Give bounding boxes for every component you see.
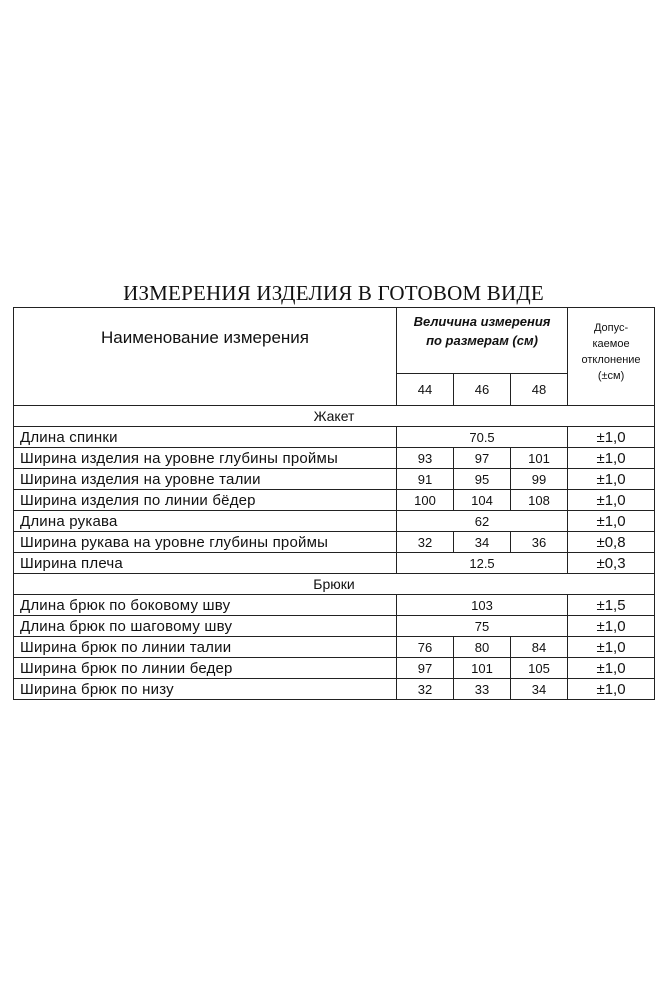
table-row [14,427,655,448]
tolerance-value: ±1,0 [568,616,655,637]
measurement-name: Длина брюк по боковому шву [14,595,397,616]
tolerance-value: ±1,0 [568,511,655,532]
measurement-value: 104 [454,490,511,511]
size-values-header-line2: по размерам (см) [426,333,538,348]
tolerance-value: ±1,0 [568,448,655,469]
measurement-name: Ширина изделия на уровне талии [14,469,397,490]
measurement-value-all-sizes: 75 [397,616,568,637]
measurement-value: 34 [511,679,568,700]
size-values-header-line1: Величина измерения [413,314,551,329]
table-row [14,679,655,700]
tolerance-value: ±0,8 [568,532,655,553]
measurement-name: Ширина изделия на уровне глубины проймы [14,448,397,469]
tolerance-value: ±1,0 [568,679,655,700]
measurement-value: 97 [454,448,511,469]
measurement-value: 95 [454,469,511,490]
measurement-value: 32 [397,532,454,553]
measurement-value-all-sizes: 12.5 [397,553,568,574]
measurement-value: 93 [397,448,454,469]
measurement-name: Длина брюк по шаговому шву [14,616,397,637]
measurement-value: 32 [397,679,454,700]
measurement-value-all-sizes: 103 [397,595,568,616]
size-header-44: 44 [397,374,454,406]
measurement-name-header: Наименование измерения [14,308,397,406]
tolerance-value: ±1,0 [568,658,655,679]
measurement-value: 91 [397,469,454,490]
measurement-value: 108 [511,490,568,511]
section-title: Жакет [14,406,655,427]
tolerance-value: ±1,0 [568,490,655,511]
measurement-name: Ширина брюк по низу [14,679,397,700]
tolerance-value: ±1,5 [568,595,655,616]
tolerance-value: ±1,0 [568,427,655,448]
size-header-48: 48 [511,374,568,406]
document-title: ИЗМЕРЕНИЯ ИЗДЕЛИЯ В ГОТОВОМ ВИДЕ [123,281,544,305]
tolerance-value: ±0,3 [568,553,655,574]
table-row [14,448,655,469]
size-values-header [397,308,568,374]
table-row [14,658,655,679]
measurement-name: Ширина рукава на уровне глубины проймы [14,532,397,553]
measurement-value: 100 [397,490,454,511]
measurement-name: Длина спинки [14,427,397,448]
measurements-table-body [14,406,655,700]
measurement-value: 76 [397,637,454,658]
measurement-value-all-sizes: 62 [397,511,568,532]
tolerance-header-line4: (±см) [597,370,625,382]
table-row [14,532,655,553]
measurement-value: 84 [511,637,568,658]
measurement-value: 101 [511,448,568,469]
table-row [14,595,655,616]
measurement-value: 97 [397,658,454,679]
measurement-name: Ширина брюк по линии талии [14,637,397,658]
table-row [14,469,655,490]
measurement-value: 34 [454,532,511,553]
measurements-table [13,307,655,700]
tolerance-header [568,308,655,406]
measurement-value: 105 [511,658,568,679]
measurement-value: 33 [454,679,511,700]
tolerance-value: ±1,0 [568,637,655,658]
section-row [14,406,655,427]
section-title: Брюки [14,574,655,595]
measurement-name: Длина рукава [14,511,397,532]
tolerance-header-line2: каемое [592,338,630,350]
table-row [14,553,655,574]
size-header-46: 46 [454,374,511,406]
table-row [14,490,655,511]
measurement-value: 99 [511,469,568,490]
measurement-value: 101 [454,658,511,679]
section-row [14,574,655,595]
table-row [14,511,655,532]
measurement-name: Ширина брюк по линии бедер [14,658,397,679]
table-row [14,637,655,658]
measurement-value: 80 [454,637,511,658]
tolerance-value: ±1,0 [568,469,655,490]
tolerance-header-line1: Допус- [593,322,629,334]
table-row [14,616,655,637]
tolerance-header-line3: отклонение [581,354,641,366]
measurement-value: 36 [511,532,568,553]
measurement-value-all-sizes: 70.5 [397,427,568,448]
measurement-name: Ширина плеча [14,553,397,574]
measurement-name: Ширина изделия по линии бёдер [14,490,397,511]
